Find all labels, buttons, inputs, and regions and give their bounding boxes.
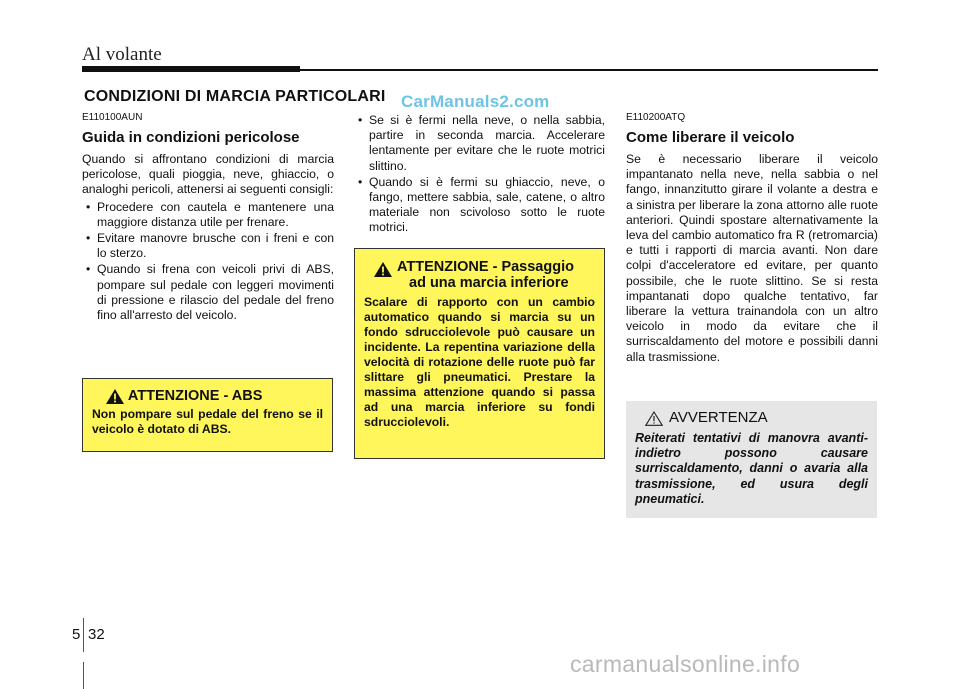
warning-box-abs xyxy=(82,378,333,452)
page-divider-lower xyxy=(83,662,84,689)
warning-body: Scalare di rapporto con un cambio automatico quando si marcia su un fondo sdrucciolevole può causare un incidente. La repentina variazione della velocità di rotazione delle ruote può far slittare gli pneumatici. Prestare la massima attenzione quando si passa ad una marcia inferiore su fondi sdrucciolevoli. xyxy=(364,295,595,429)
notice-title: AVVERTENZA xyxy=(635,409,868,429)
watermark-top: CarManuals2.com xyxy=(401,92,550,111)
warning-box-downshift xyxy=(354,248,605,459)
notice-box xyxy=(626,401,877,518)
column-1 xyxy=(82,112,334,324)
caution-triangle-icon xyxy=(645,411,663,426)
header-rule-thin xyxy=(300,69,878,71)
body-paragraph: Se è necessario liberare il veicolo impantanato nella neve, nella sabbia o nel fango, innanzitutto girare il volante a destra e a sinistra per liberare la zona attorno alle ruote anteriori. Quindi spostare alternativamente la leva del cambio automatico fra R (retromarcia) e tutti i rapporti di marcia avanti. Non dare colpi d'acceleratore ed evitare, per quanto possibile, che le ruote slittino. Se si resta impantanati dopo qualche tentativo, far liberare la vettura trainandola con un altro veicolo in modo da evitare che il surriscaldamento del motore e possibili danni alla trasmissione. xyxy=(626,152,878,364)
column-3 xyxy=(626,112,878,365)
header-rule-thick xyxy=(82,66,300,72)
list-item: • Quando si è fermi su ghiaccio, neve, o fango, mettere sabbia, sale, catene, o altro materiale non scivoloso sotto le ruote motrici. xyxy=(358,174,605,235)
list-item: • Se si è fermi nella neve, o nella sabbia, partire in seconda marcia. Accelerare lentamente per evitare che le ruote motrici slittino. xyxy=(358,113,605,173)
section-heading: Come liberare il veicolo xyxy=(626,129,795,146)
warning-body: Non pompare sul pedale del freno se il veicolo è dotato di ABS. xyxy=(92,407,323,436)
intro-paragraph: Quando si affrontano condizioni di marcia pericolose, quali pioggia, neve, ghiaccio, o analoghi pericoli, attenersi ai seguenti consigli: xyxy=(82,152,334,197)
warning-triangle-icon xyxy=(106,389,124,404)
column-2 xyxy=(354,113,605,237)
section-title: CONDIZIONI DI MARCIA PARTICOLARI xyxy=(84,88,386,105)
notice-body: Reiterati tentativi di manovra avanti-indietro possono causare surriscaldamento, danni o avaria alla trasmissione, ed usura degli pneumatici. xyxy=(635,431,868,506)
warning-title: ATTENZIONE - ABS xyxy=(106,387,323,404)
section-code: E110100AUN xyxy=(82,112,143,123)
bullet-list xyxy=(354,113,605,236)
section-heading: Guida in condizioni pericolose xyxy=(82,129,300,146)
warning-triangle-icon xyxy=(374,262,392,277)
list-item: • Quando si frena con veicoli privi di ABS, pompare sul pedale con leggeri movimenti di pressione e rilascio del pedale del freno fino all'arresto del veicolo. xyxy=(86,262,334,323)
warning-title: ATTENZIONE - Passaggio ad una marcia inferiore xyxy=(364,259,595,291)
watermark-bottom: carmanualsonline.info xyxy=(570,651,801,677)
running-header: Al volante xyxy=(82,44,162,65)
list-item: • Evitare manovre brusche con i freni e con lo sterzo. xyxy=(86,231,334,261)
page-number: 32 xyxy=(88,626,105,643)
chapter-number: 5 xyxy=(72,626,81,643)
bullet-list xyxy=(82,200,334,324)
section-code: E110200ATQ xyxy=(626,112,686,123)
page-divider xyxy=(83,618,84,652)
list-item: • Procedere con cautela e mantenere una maggiore distanza utile per frenare. xyxy=(86,199,334,229)
